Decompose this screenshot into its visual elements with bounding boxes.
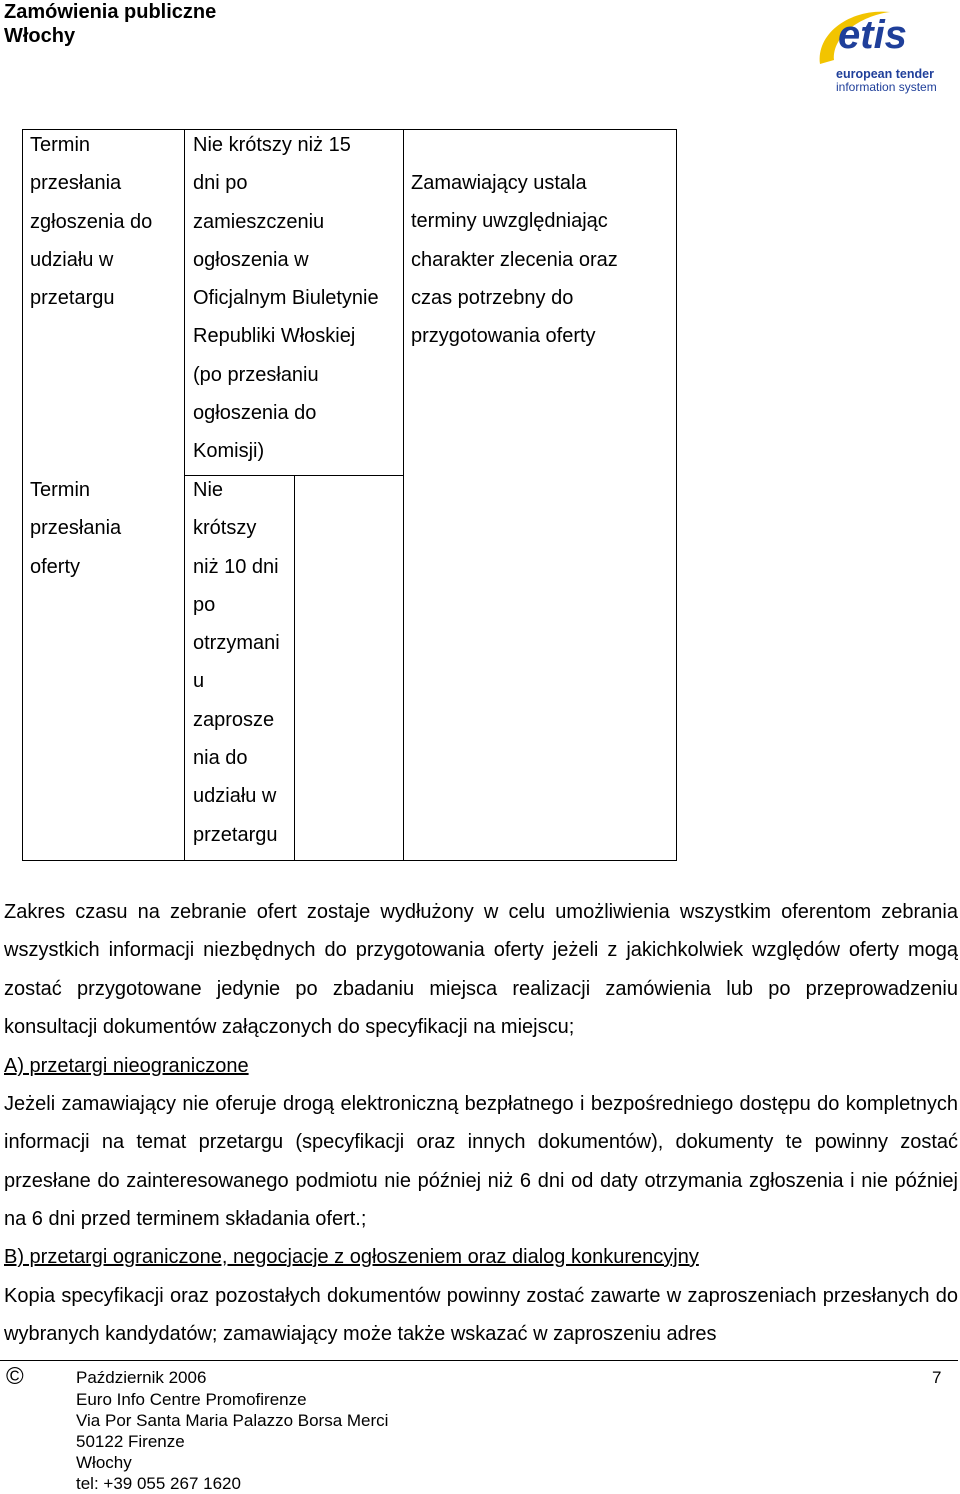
table-row1-term-line: Nie krótszy niż 15 [193,134,351,156]
table-row2-term [193,471,280,854]
table-row2-term-line: udziału w [193,785,277,808]
table-row1-term-line: ogłoszenia w [193,248,309,271]
table-row1-note [411,164,618,355]
table-border-right [676,129,677,861]
footer-org: Euro Info Centre Promofirenze [76,1390,307,1409]
table-border-bottom [22,860,677,861]
table-row2-term-line: nia do [193,747,248,770]
header-title-line2: Włochy [4,25,76,47]
table-row1-term-line: zamieszczeniu [193,210,325,233]
paragraph-3: Kopia specyfikacji oraz pozostałych dokumentów powinny zostać zawarte w zaproszeniach przesłanych do wybranych kandydatów; zamawiający może także wskazać w zaproszeniu adres [4,1285,958,1346]
table-row2-term-line: po [193,593,216,616]
table-row2-term-line: otrzymani [193,632,280,655]
table-row2-term-line: niż 10 dni [193,555,279,578]
table-row2-term-line: Nie [193,479,224,501]
table-row1-note-line: Zamawiający ustala [411,172,587,194]
footer-phone: tel: +39 055 267 1620 [76,1474,241,1493]
etis-logo [812,2,952,98]
header-title-line1: Zamówienia publiczne [4,1,217,23]
footer-country: Włochy [76,1453,132,1472]
table-row1-term [193,126,379,471]
heading-a: A) przetargi nieograniczone [4,1055,249,1077]
paragraph-1: Zakres czasu na zebranie ofert zostaje wydłużony w celu umożliwienia wszystkim oferentom zebrania wszystkich informacji niezbędnych do przygotowania oferty jeżeli z jakichkolwiek względów oferty mogą zostać przygotowane jedynie po zbadaniu miejsca realizacji zamówienia lub po przeprowadzeniu konsultacji dokumentów załączonych do specyfikacji na miejscu; [4,901,958,1038]
table-row1-label-line: przesłania [30,172,122,195]
paragraph-2: Jeżeli zamawiający nie oferuje drogą elektroniczną bezpłatnego i bezpośredniego dostępu do kompletnych informacji na temat przetargu (specyfikacji oraz innych dokumentów), dokumenty te powinny zostać przesłane do zainteresowanego podmiotu nie później niż 6 dni od daty otrzymania zgłoszenia i nie później na 6 dni przed terminem składania ofert.; [4,1093,958,1230]
heading-b: B) przetargi ograniczone, negocjacje z ogłoszeniem oraz dialog konkurencyjny [4,1246,699,1268]
table-row1-label [30,126,152,317]
table-row2-label-line: przesłania [30,517,122,540]
table-row1-term-line: Komisji) [193,440,265,463]
table-row1-label-line: Termin [30,134,91,156]
table-row1-term-line: dni po [193,172,248,195]
logo-tagline-2: information system [836,80,937,94]
logo-word: etis [838,13,907,57]
page-number: 7 [932,1368,942,1387]
table-row2-term-line: przetargu [193,823,278,846]
table-row1-note-line: przygotowania oferty [411,325,596,348]
table-row1-term-line: (po przesłaniu [193,363,319,386]
table-border-left [22,129,23,861]
footer-city: 50122 Firenze [76,1432,185,1451]
table-inner-divider [294,475,295,861]
table-row2-label [30,471,121,586]
table-row2-label-line: oferty [30,555,81,578]
table-row2-term-line: u [193,670,205,693]
table-row2-term-line: krótszy [193,517,257,540]
table-row1-label-line: zgłoszenia do [30,210,153,233]
table-row1-note-line: charakter zlecenia oraz [411,248,618,271]
table-col-divider-1 [184,129,185,861]
table-row1-term-line: ogłoszenia do [193,402,317,425]
table-row2-term-line: zaprosze [193,708,275,731]
table-row1-note-line: terminy uwzględniając [411,210,608,233]
table-col-divider-2 [403,129,404,861]
footer-rule [0,1360,958,1361]
table-row2-label-line: Termin [30,479,91,501]
copyright-symbol: © [6,1363,24,1390]
header-title [4,0,216,48]
table-row1-term-line: Republiki Włoskiej [193,325,356,348]
footer-street: Via Por Santa Maria Palazzo Borsa Merci [76,1411,389,1430]
table-row1-label-line: udziału w [30,248,114,271]
table-row1-term-line: Oficjalnym Biuletynie [193,287,379,310]
table-row1-label-line: przetargu [30,287,115,310]
footer-date: Październik 2006 [76,1368,207,1387]
table-row1-note-line: czas potrzebny do [411,286,574,309]
logo-tagline-1: european tender [836,67,934,81]
